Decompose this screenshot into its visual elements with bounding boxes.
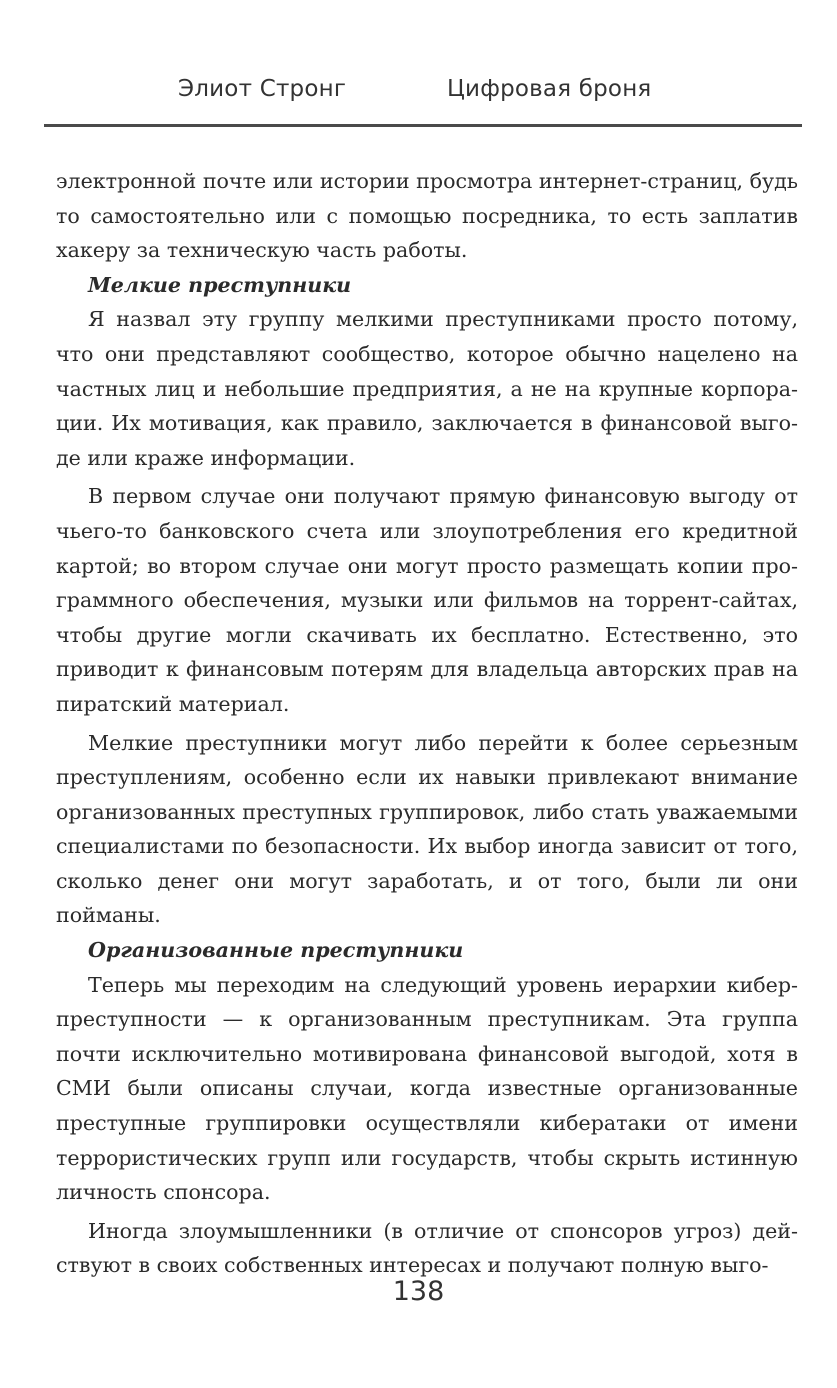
running-header xyxy=(0,76,837,112)
header-divider xyxy=(44,124,802,127)
section-heading-small-criminals: Мелкие преступники xyxy=(88,272,352,297)
page-body xyxy=(56,164,798,1283)
page-number: 138 xyxy=(392,1276,445,1307)
section-heading-organized-criminals: Организованные преступники xyxy=(88,938,464,963)
paragraph-continuation: электронной почте или истории просмотра интернет-страниц, будь то самостоятельно или с помощью посредника, то есть заплатив хакеру за техническую часть работы. xyxy=(56,169,798,263)
paragraph-small-criminals-2: В первом случае они получают прямую финансовую выгоду от чьего-то банковского счета или злоупотребления его кредитной картой; во втором случае они могут просто размещать копии программного обеспечения, музыки или фильмов на торрент-сайтах, чтобы другие могли скачивать их бесплатно. Естественно, это приводит к финансовым потерям для владельца авторских прав на пиратский материал. xyxy=(56,484,798,716)
paragraph-small-criminals-1: Я назвал эту группу мелкими преступниками просто потому, что они представляют сообщество, которое обычно нацелено на частных лиц и небольшие предприятия, а не на крупные корпорации. Их мотивация, как правило, заключается в финансовой выгоде или краже информации. xyxy=(56,307,798,470)
paragraph-small-criminals-3: Мелкие преступники могут либо перейти к более серьезным преступлениям, особенно если их навыки привлекают внимание организованных преступных группировок, либо стать уважаемыми специалистами по безопасности. Их выбор иногда зависит от того, сколько денег они могут заработать, и от того, были ли они пойманы. xyxy=(56,730,798,928)
paragraph-organized-criminals-2: Иногда злоумышленники (в отличие от спонсоров угроз) действуют в своих собственных интересах и получают полную выго- xyxy=(56,1218,798,1278)
header-book-title: Цифровая броня xyxy=(447,76,652,102)
header-author: Элиот Стронг xyxy=(178,76,347,102)
paragraph-organized-criminals-1: Теперь мы переходим на следующий уровень иерархии киберпреступности — к организованным преступникам. Эта группа почти исключительно мотивирована финансовой выгодой, хотя в СМИ были описаны случаи, когда известные организованные преступные группировки осуществляли кибератаки от имени террористических групп или государств, чтобы скрыть истинную личность спонсора. xyxy=(56,972,798,1205)
